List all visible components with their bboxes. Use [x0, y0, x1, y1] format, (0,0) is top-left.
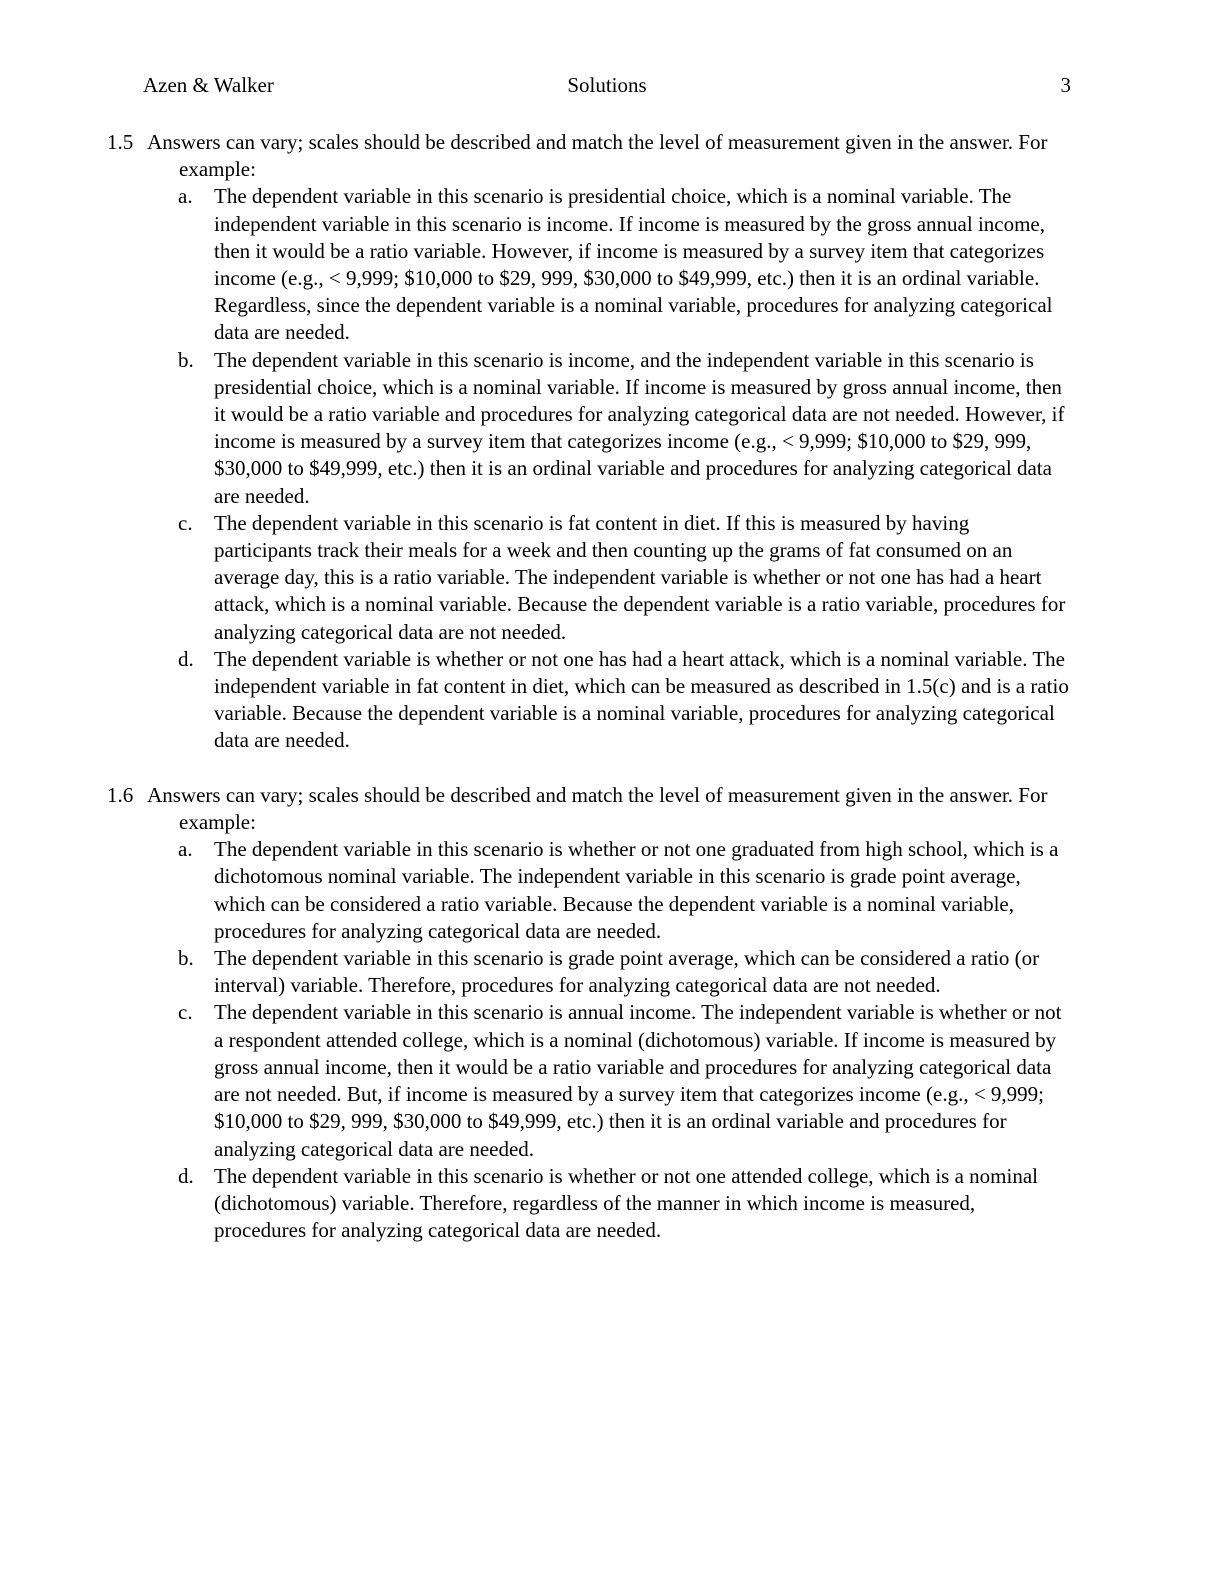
answer-text: The dependent variable in this scenario is annual income. The independent variable is whether or not a respondent attended college, which is a nominal (dichotomous) variable. If income is measured by gross annual income, then it would be a ratio variable and procedures for analyzing categorical data are not needed. But, if income is measured by a survey item that categorizes income (e.g., < 9,999; $10,000 to $29, 999, $30,000 to $49,999, etc.) then it is an ordinal variable and procedures for analyzing categorical data are needed.	[214, 1000, 1062, 1161]
answer-letter: b.	[178, 347, 194, 372]
answer-item	[143, 646, 1071, 755]
answer-text: The dependent variable in this scenario is fat content in diet. If this is measured by having participants track their meals for a week and then counting up the grams of fat consumed on an average day, this is a ratio variable. The independent variable is whether or not one has had a heart attack, which is a nominal variable. Because the dependent variable is a ratio variable, procedures for analyzing categorical data are not needed.	[214, 510, 1066, 644]
header-authors: Azen & Walker	[143, 73, 274, 97]
answer-item	[143, 999, 1071, 1162]
answer-item	[143, 836, 1071, 945]
answer-item	[143, 510, 1071, 646]
page-header	[143, 72, 1071, 102]
answer-text: The dependent variable is whether or not one has had a heart attack, which is a nominal variable. The independent variable in fat content in diet, which can be measured as described in 1.5(c) and is a ratio variable. Because the dependent variable is a nominal variable, procedures for analyzing categorical data are needed.	[214, 646, 1069, 753]
answer-letter: a.	[178, 184, 193, 209]
answer-text: The dependent variable in this scenario is income, and the independent variable in this scenario is presidential choice, which is a nominal variable. If income is measured by gross annual income, then it would be a ratio variable and procedures for analyzing categorical data are not needed. However, if income is measured by a survey item that categorizes income (e.g., < 9,999; $10,000 to $29, 999, $30,000 to $49,999, etc.) then it is an ordinal variable and procedures for analyzing categorical data are needed.	[214, 347, 1065, 508]
question-intro-text: Answers can vary; scales should be described and match the level of measurement given in the answer. For example:	[147, 782, 1048, 835]
answer-text: The dependent variable in this scenario is presidential choice, which is a nominal variable. The independent variable in this scenario is income. If income is measured by the gross annual income, then it would be a ratio variable. However, if income is measured by a survey item that categorizes income (e.g., < 9,999; $10,000 to $29, 999, $30,000 to $49,999, etc.) then it is an ordinal variable. Regardless, since the dependent variable is a nominal variable, procedures for analyzing categorical data are needed.	[214, 184, 1053, 345]
answer-letter: a.	[178, 837, 193, 862]
document-body	[107, 129, 1071, 1272]
question-1-5	[107, 129, 1071, 755]
answer-list	[143, 836, 1071, 1244]
answer-item	[143, 347, 1071, 510]
question-intro-text: Answers can vary; scales should be described and match the level of measurement given in the answer. For example:	[147, 130, 1048, 182]
answer-letter: b.	[178, 946, 194, 971]
answer-list	[143, 183, 1071, 754]
answer-item	[143, 945, 1071, 999]
answer-text: The dependent variable in this scenario is whether or not one graduated from high school, which is a dichotomous nominal variable. The independent variable in this scenario is grade point average, which can be considered a ratio variable. Because the dependent variable is a nominal variable, procedures for analyzing categorical data are needed.	[214, 837, 1059, 943]
answer-text: The dependent variable in this scenario is whether or not one attended college, which is a nominal (dichotomous) variable. Therefore, regardless of the manner in which income is measured, procedures for analyzing categorical data are needed.	[214, 1163, 1038, 1243]
answer-text: The dependent variable in this scenario is grade point average, which can be considered a ratio (or interval) variable. Therefore, procedures for analyzing categorical data are not needed.	[214, 946, 1040, 998]
answer-letter: d.	[178, 1163, 194, 1188]
question-1-6	[107, 782, 1071, 1244]
page-number: 3	[1060, 73, 1071, 97]
question-intro: 1.6 Answers can vary; scales should be described and match the level of measurement given in the answer. For example:	[107, 782, 1048, 835]
answer-item	[143, 1163, 1071, 1245]
question-intro: 1.5 Answers can vary; scales should be described and match the level of measurement given in the answer. For example:	[107, 130, 1048, 182]
answer-letter: d.	[178, 646, 194, 671]
answer-letter: c.	[178, 1000, 193, 1025]
header-title: Solutions	[567, 73, 647, 97]
answer-item	[143, 183, 1071, 346]
answer-letter: c.	[178, 510, 193, 535]
